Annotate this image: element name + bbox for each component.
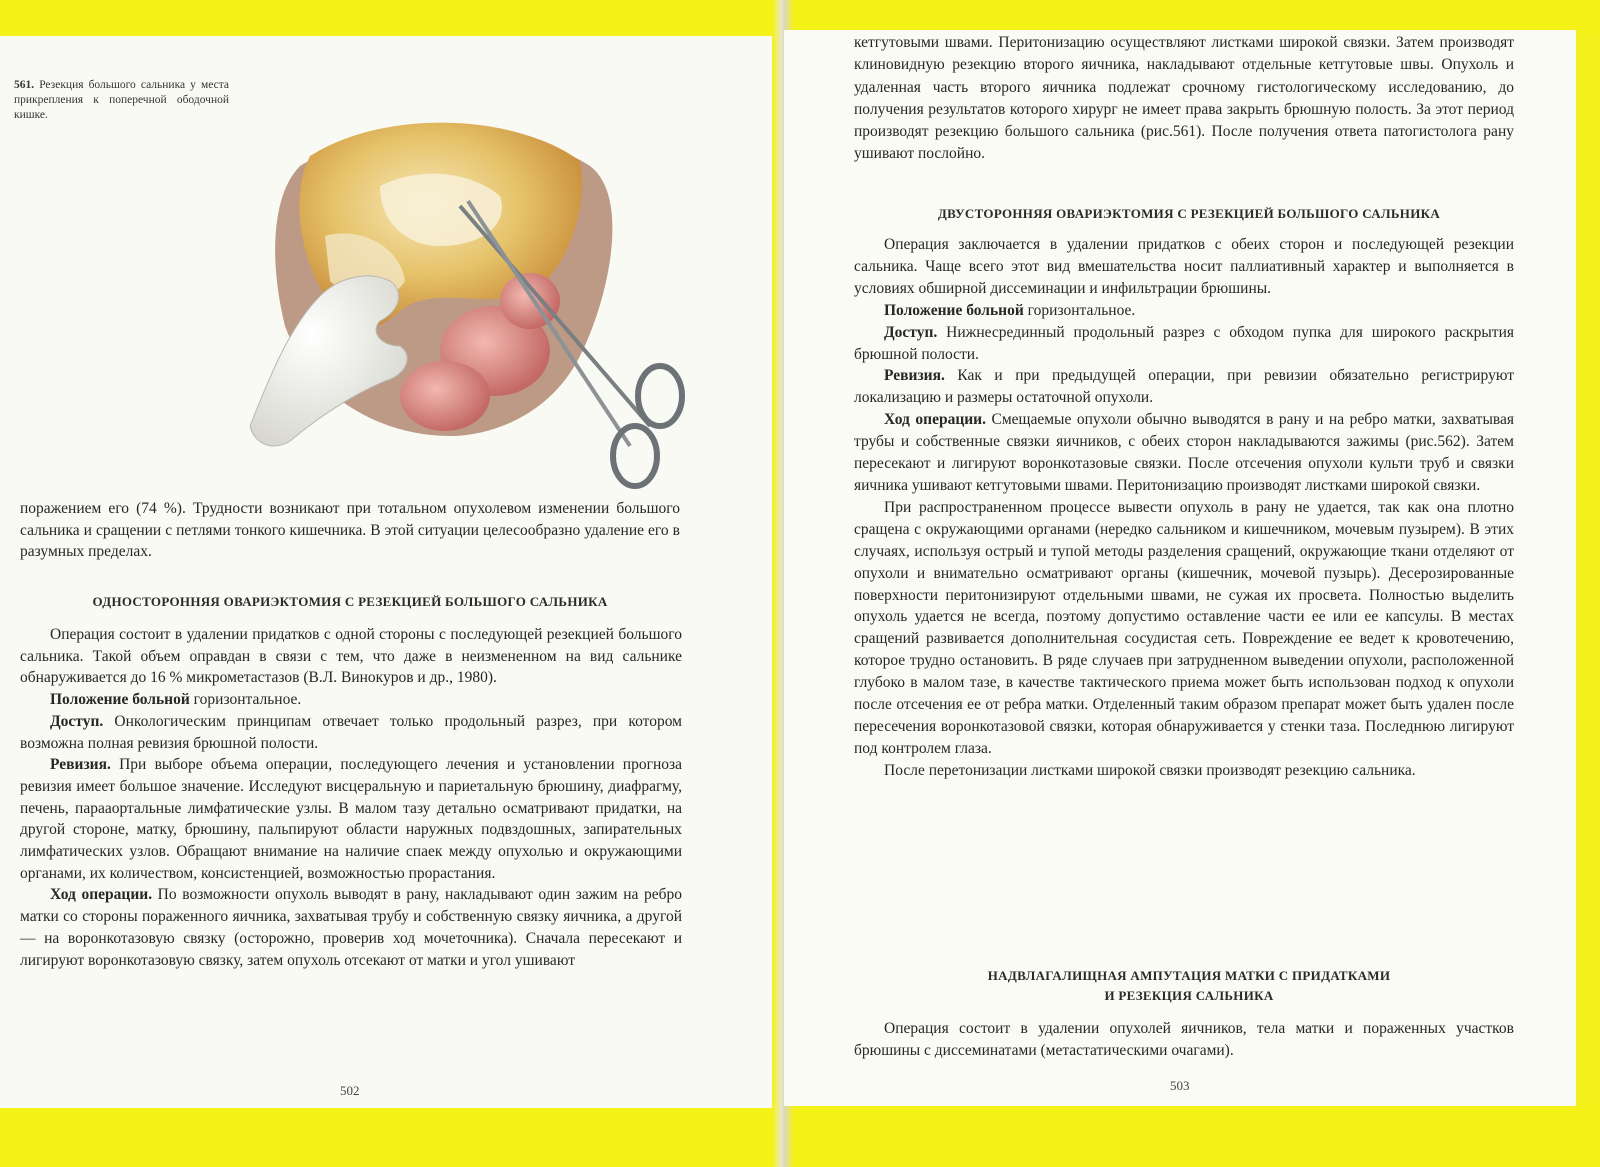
- left-section-heading: ОДНОСТОРОННЯЯ ОВАРИЭКТОМИЯ С РЕЗЕКЦИЕЙ БОЛЬШОГО САЛЬНИКА: [92, 594, 608, 609]
- right-revision-paragraph: [854, 365, 1514, 409]
- left-course-paragraph: [20, 884, 682, 971]
- right-revision-text: Как и при предыдущей операции, при ревизии обязательно регистрируют локализацию и размеры остаточной опухоли.: [854, 367, 1514, 407]
- right-course-paragraph: [854, 409, 1514, 497]
- right-final-paragraph: Операция состоит в удалении опухолей яичников, тела матки и пораженных участков брюшины с диссеминатами (метастатическими очагами).: [854, 1020, 1514, 1059]
- right-section-body: [854, 234, 1514, 782]
- left-position-lead: Положение больной: [50, 691, 190, 709]
- right-operation-paragraph: Операция заключается в удалении придатков с обеих сторон и последующей резекции сальника. Чаще всего этот вид вмешательства носит паллиативный характер и выполняется в условиях обширной диссеминации и инфильтрации брюшины.: [854, 236, 1514, 297]
- figure-caption-text: Резекция большого сальника у места прикрепления к поперечной ободочной кишке.: [14, 79, 230, 121]
- figure-caption: [14, 78, 229, 123]
- left-access-text: Онкологическим принципам отвечает только продольный разрез, при котором возможна полная ревизия брюшной полости.: [20, 712, 682, 752]
- right-page: [784, 30, 1576, 1106]
- left-course-text: По возможности опухоль выводят в рану, накладывают один зажим на ребро матки со стороны пораженного яичника, захватывая трубу и собственную связку яичника, а другой — на воронкотазовую связку (осторожно, проверив ход мочеточника). Сначала пересекают и лигируют воронкотазовую связку, затем опухоль отсекают от матки и угол ушивают: [20, 886, 683, 969]
- figure-number: 561.: [14, 79, 35, 91]
- left-revision-text: При выборе объема операции, последующего лечения и установлении прогноза ревизия имеет большое значение. Исследуют висцеральную и париетальную брюшину, диафрагму, печень, парааортальные лимфатические узлы. В малом тазу детально осматривают придатки, на другой стороне, матку, брюшину, пальпируют области наружных подвздошных, запирательных лимфатических узлов. Обращают внимание на наличие спаек между опухолью и окружающими органами, их количеством, консистенцией, возможностью прорастания.: [20, 756, 682, 882]
- right-course-text: Смещаемые опухоли обычно выводятся в рану и на ребро матки, захватывая трубы и собственные связки яичников, с обеих сторон накладываются зажимы (рис.562). Затем пересекают и лигируют воронкотазовые связки. После отсечения опухоли культи труб и связки яичника ушивают кетгутовыми швами. Перитонизацию производят листками широкой связки.: [854, 411, 1514, 494]
- left-section-body: [20, 624, 682, 971]
- right-spread-paragraph: При распространенном процессе вывести опухоль в рану не удается, так как она плотно сращена с окружающими органами (нередко сальником и кишечником, мочевым пузырем). В этих случаях, используя острый и тупой методы разделения сращений, окружающие ткани отделяют от опухоли и внимательно осматривают органы (кишечник, мочевой пузырь). Десерозированные поверхности перитонизируют отдельными швами, не сужая их просвета. Полностью выделить опухоль удается не всегда, поэтому допустимо оставление части ее или ее капсулы. В местах сращений развивается дополнительная сосудистая сеть. Повреждение ее ведет к кровотечению, которое трудно остановить. В ряде случаев при затрудненном выведении опухоли, расположенной глубоко в малом тазе, в качестве тактического приема может быть использован подход к опухоли после отсечения ее от ребра матки. Отделенный таким образом препарат может быть удален после пересечения воронкотазовой связки, которая обнаруживается у стенки таза. Последнюю лигируют под контролем глаза.: [854, 498, 1514, 757]
- right-access-text: Нижнесрединный продольный разрез с обходом пупка для широкого раскрытия брюшной полости.: [854, 323, 1514, 363]
- left-page: [0, 36, 780, 1108]
- right-position-text: горизонтальное.: [1023, 301, 1136, 319]
- right-revision-lead: Ревизия.: [884, 367, 945, 385]
- right-page-number: 503: [1170, 1078, 1190, 1093]
- left-access-lead: Доступ.: [50, 712, 104, 730]
- right-heading2-line1: НАДВЛАГАЛИЩНАЯ АМПУТАЦИЯ МАТКИ С ПРИДАТКАМИ: [987, 968, 1391, 983]
- right-after-paragraph: После перетонизации листками широкой связки производят резекцию сальника.: [884, 761, 1416, 779]
- left-revision-lead: Ревизия.: [50, 756, 111, 774]
- bottom-yellow-band: [0, 1105, 1600, 1167]
- right-section-heading: ДВУСТОРОННЯЯ ОВАРИЭКТОМИЯ С РЕЗЕКЦИЕЙ БОЛЬШОГО САЛЬНИКА: [937, 206, 1441, 221]
- left-access-paragraph: [20, 711, 682, 754]
- right-position-lead: Положение больной: [884, 301, 1024, 319]
- right-heading2-line2: И РЕЗЕКЦИЯ САЛЬНИКА: [1104, 988, 1274, 1003]
- right-position-paragraph: [854, 300, 1514, 322]
- left-position-text: горизонтальное.: [189, 691, 302, 709]
- right-access-lead: Доступ.: [884, 323, 938, 341]
- top-yellow-band: [0, 0, 1600, 34]
- right-access-paragraph: [854, 322, 1514, 366]
- left-page-number: 502: [340, 1083, 360, 1098]
- right-course-lead: Ход операции.: [884, 411, 986, 429]
- right-section-heading-2: [864, 966, 1514, 1006]
- left-course-lead: Ход операции.: [50, 886, 153, 904]
- left-operation-paragraph: Операция состоит в удалении придатков с одной стороны с последующей резекцией большого сальника. Такой объем оправдан в связи с тем, что даже в неизмененном на вид сальнике обнаруживается до 16 % микрометастазов (В.Л. Винокуров и др., 1980).: [20, 626, 682, 687]
- left-intro-paragraph: поражением его (74 %). Трудности возникают при тотальном опухолевом изменении большого сальника и сращении с петлями тонкого кишечника. В этой ситуации целесообразно удаление его в разумных пределах.: [20, 500, 680, 561]
- surgical-illustration: [230, 96, 700, 516]
- left-position-paragraph: [20, 689, 682, 711]
- left-revision-paragraph: [20, 754, 682, 884]
- right-continuation: кетгутовыми швами. Перитонизацию осуществляют листками широкой связки. Затем производят клиновидную резекцию второго яичника, накладывают отдельные кетгутовые швы. Опухоль и удаленная часть второго яичника подлежат срочному гистологическому исследованию, до получения результатов которого хирург не имеет права закрыть брюшную полость. За этот период производят резекцию большого сальника (рис.561). После получения ответа патогистолога рану ушивают послойно.: [854, 34, 1514, 163]
